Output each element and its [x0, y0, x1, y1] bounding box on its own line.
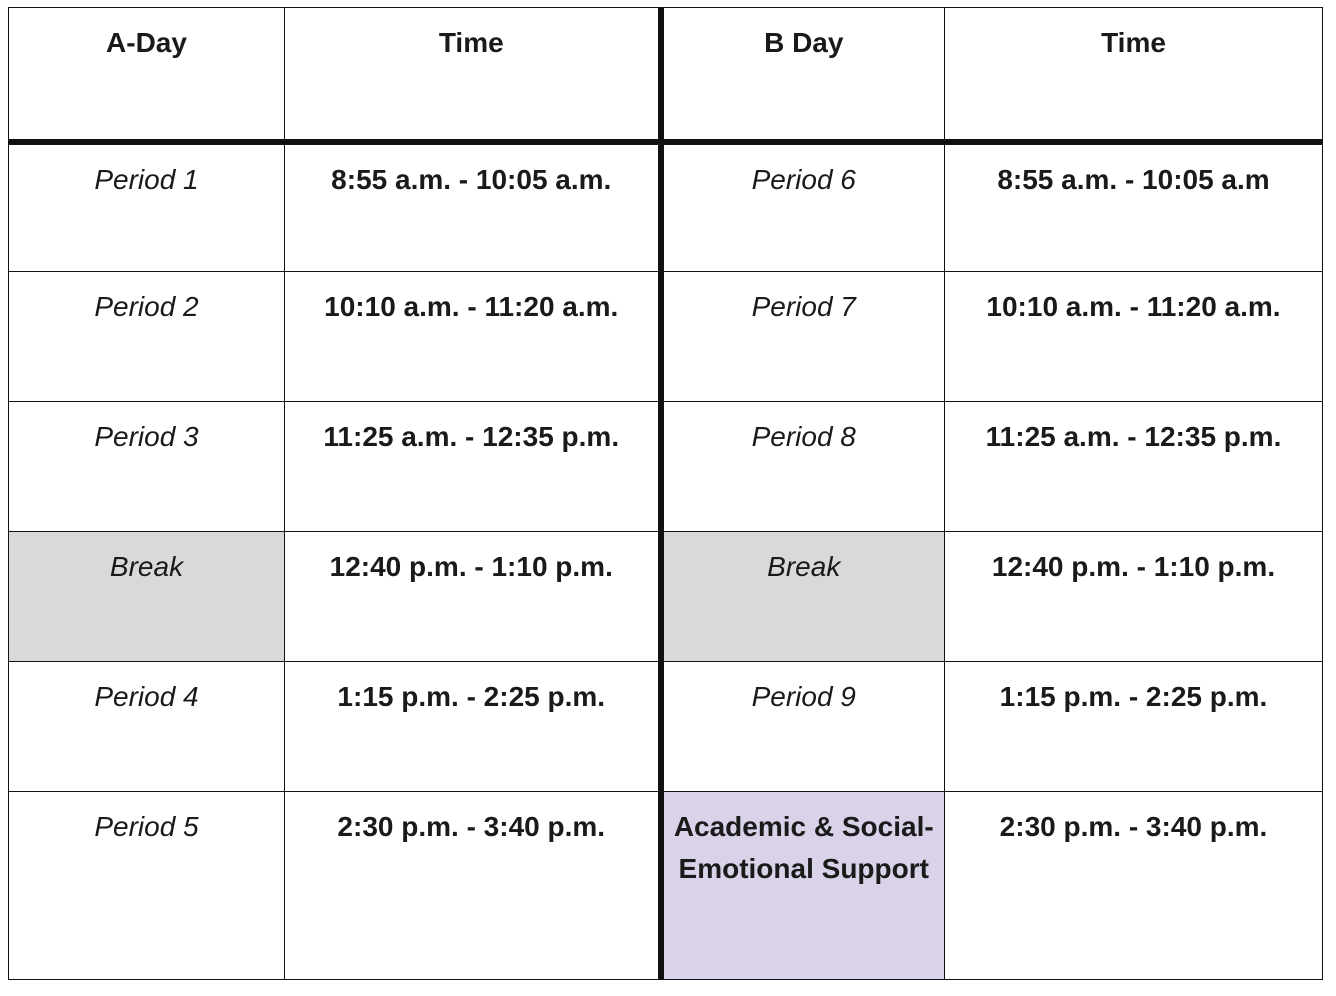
b-time-cell: 1:15 p.m. - 2:25 p.m.	[945, 662, 1323, 792]
b-time-cell: 10:10 a.m. - 11:20 a.m.	[945, 272, 1323, 402]
a-period-cell: Period 5	[9, 792, 285, 980]
a-time-cell: 12:40 p.m. - 1:10 p.m.	[285, 532, 661, 662]
schedule-table	[8, 7, 1323, 980]
b-time-cell: 12:40 p.m. - 1:10 p.m.	[945, 532, 1323, 662]
b-time-cell: 8:55 a.m. - 10:05 a.m	[945, 142, 1323, 272]
table-row-break	[9, 532, 1323, 662]
a-break-cell: Break	[9, 532, 285, 662]
a-period-cell: Period 1	[9, 142, 285, 272]
table-row	[9, 662, 1323, 792]
b-break-cell: Break	[661, 532, 945, 662]
a-time-cell: 2:30 p.m. - 3:40 p.m.	[285, 792, 661, 980]
b-time-cell: 2:30 p.m. - 3:40 p.m.	[945, 792, 1323, 980]
a-period-cell: Period 2	[9, 272, 285, 402]
header-row	[9, 8, 1323, 142]
header-b-time: Time	[945, 8, 1323, 142]
a-period-cell: Period 3	[9, 402, 285, 532]
table-row	[9, 792, 1323, 980]
a-time-cell: 10:10 a.m. - 11:20 a.m.	[285, 272, 661, 402]
b-period-cell: Period 8	[661, 402, 945, 532]
a-time-cell: 11:25 a.m. - 12:35 p.m.	[285, 402, 661, 532]
b-time-cell: 11:25 a.m. - 12:35 p.m.	[945, 402, 1323, 532]
a-time-cell: 1:15 p.m. - 2:25 p.m.	[285, 662, 661, 792]
table-row	[9, 402, 1323, 532]
table-row	[9, 142, 1323, 272]
table-row	[9, 272, 1323, 402]
b-support-cell: Academic & Social-Emotional Support	[661, 792, 945, 980]
b-period-cell: Period 9	[661, 662, 945, 792]
b-period-cell: Period 7	[661, 272, 945, 402]
b-period-cell: Period 6	[661, 142, 945, 272]
header-a-day: A-Day	[9, 8, 285, 142]
header-a-time: Time	[285, 8, 661, 142]
header-b-day: B Day	[661, 8, 945, 142]
a-time-cell: 8:55 a.m. - 10:05 a.m.	[285, 142, 661, 272]
a-period-cell: Period 4	[9, 662, 285, 792]
